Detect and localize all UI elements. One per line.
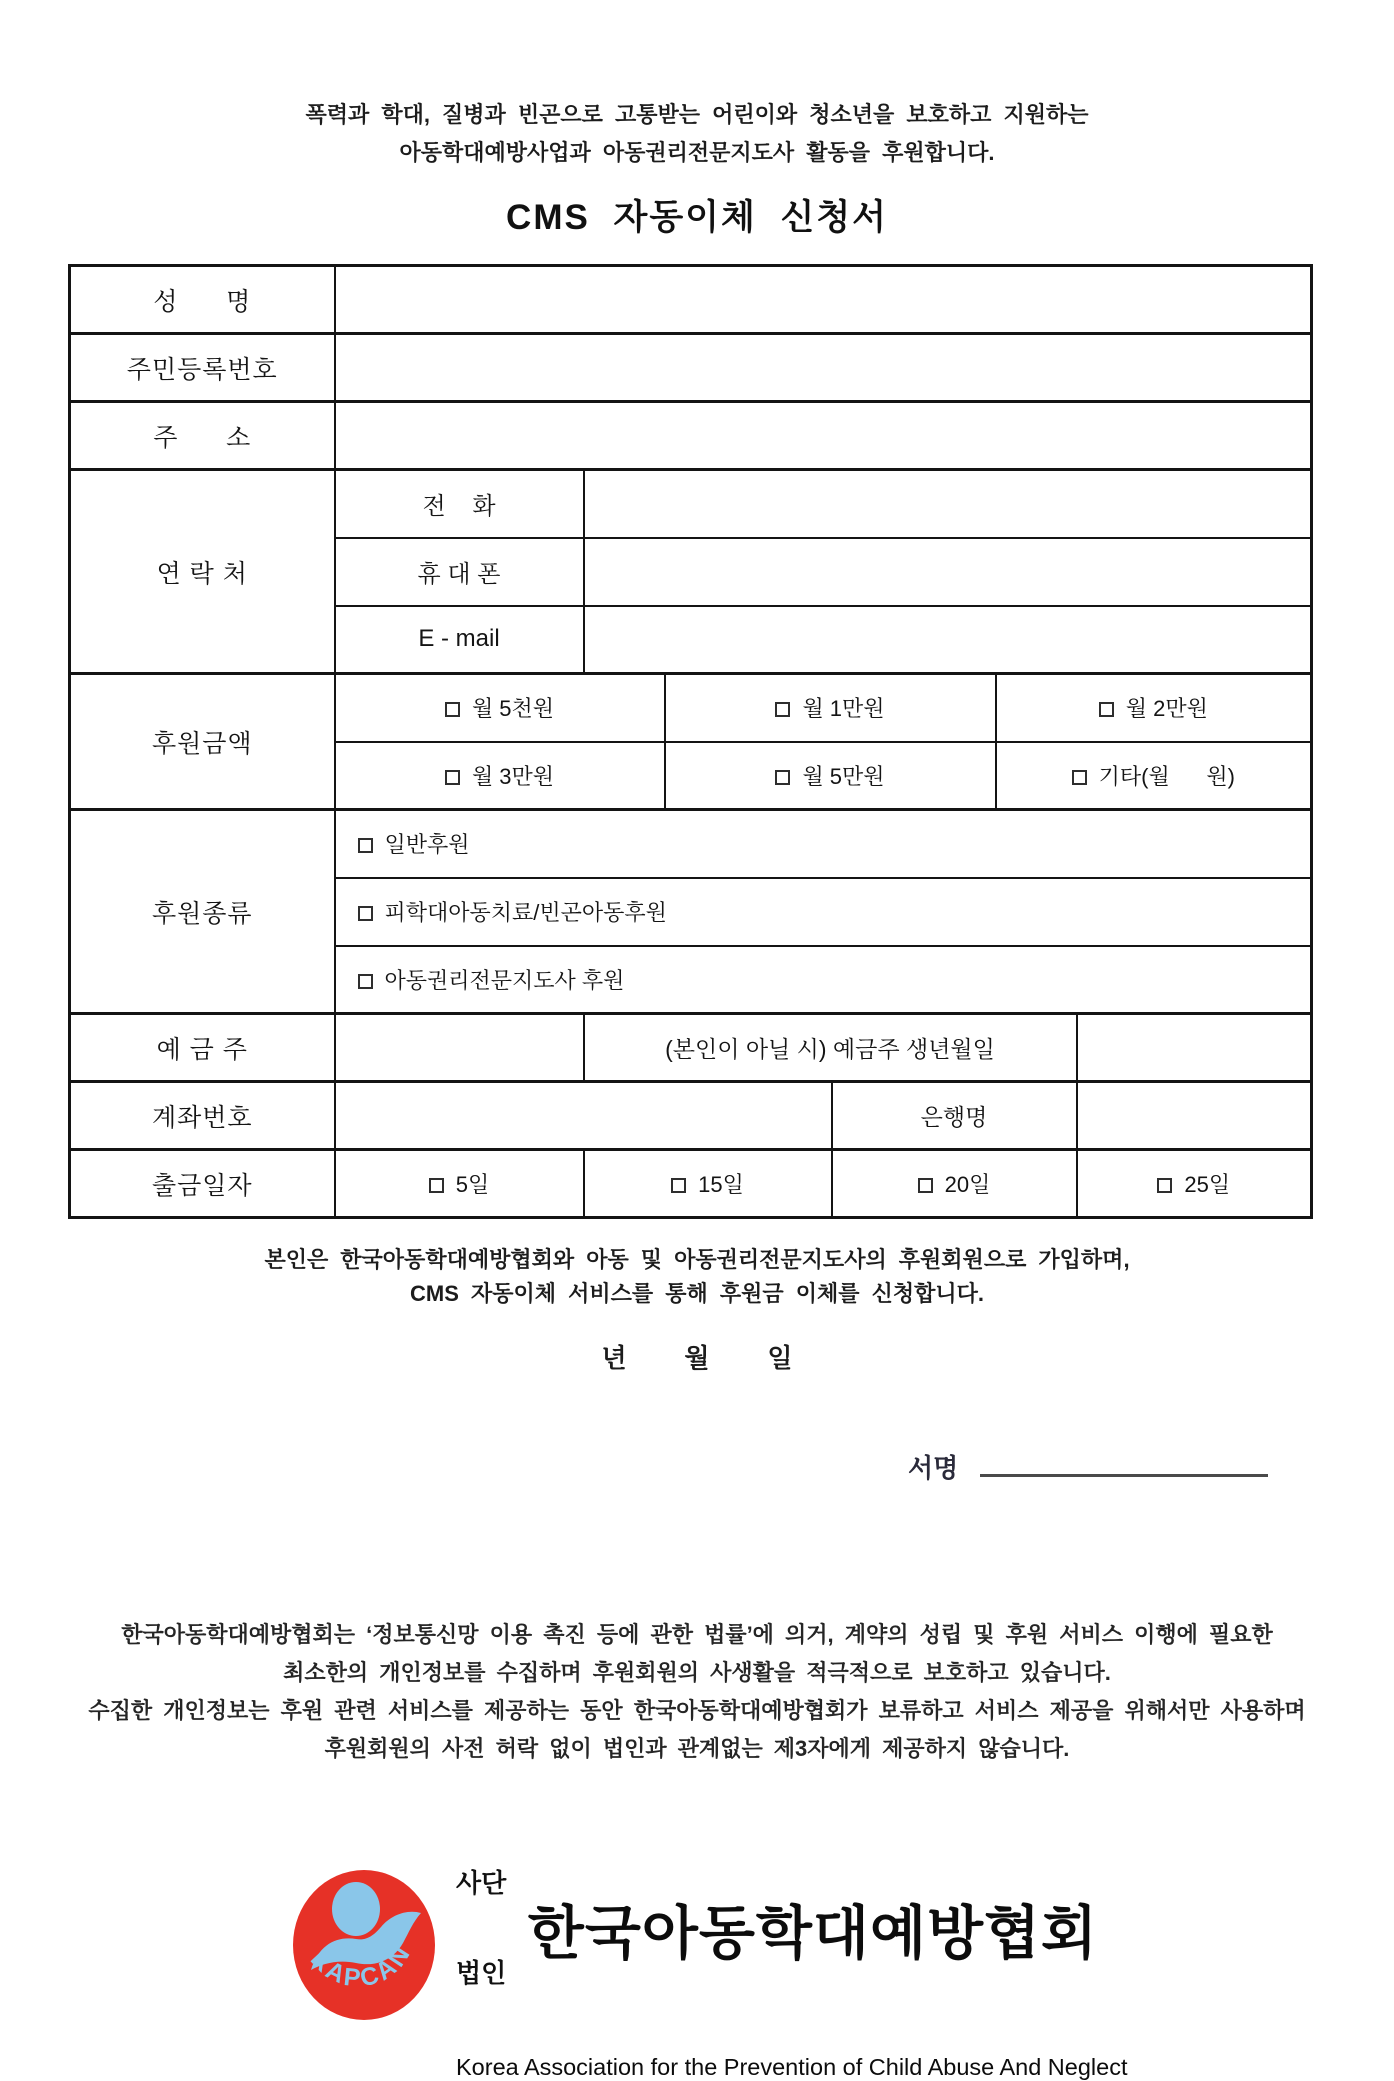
rrn-label: 주민등록번호 bbox=[70, 334, 335, 402]
withdraw-option-25[interactable]: 25일 bbox=[1077, 1150, 1312, 1218]
statement-line-1: 본인은 한국아동학대예방협회와 아동 및 아동권리전문지도사의 후원회원으로 가입하며, bbox=[264, 1247, 1130, 1272]
contact-label: 연 락 처 bbox=[70, 470, 335, 674]
checkbox-icon[interactable] bbox=[358, 906, 373, 921]
checkbox-icon[interactable] bbox=[429, 1178, 444, 1193]
name-label: 성 명 bbox=[70, 266, 335, 334]
account-number-label: 계좌번호 bbox=[70, 1082, 335, 1150]
depositor-label: 예 금 주 bbox=[70, 1014, 335, 1082]
withdraw-option-20[interactable]: 20일 bbox=[832, 1150, 1077, 1218]
table-row bbox=[70, 1082, 1312, 1150]
privacy-notice bbox=[0, 1616, 1394, 1768]
table-row bbox=[70, 810, 1312, 878]
amount-option-50000[interactable]: 월 5만원 bbox=[665, 742, 996, 810]
date-line: 년 월 일 bbox=[601, 1343, 793, 1373]
checkbox-icon[interactable] bbox=[671, 1178, 686, 1193]
checkbox-icon[interactable] bbox=[445, 702, 460, 717]
name-input-cell[interactable] bbox=[335, 266, 1312, 334]
table-row bbox=[70, 334, 1312, 402]
checkbox-icon[interactable] bbox=[1072, 770, 1087, 785]
declaration-statement bbox=[0, 1243, 1394, 1311]
checkbox-icon[interactable] bbox=[358, 974, 373, 989]
checkbox-icon[interactable] bbox=[918, 1178, 933, 1193]
amount-option-20000[interactable]: 월 2만원 bbox=[996, 674, 1312, 742]
table-row bbox=[70, 674, 1312, 742]
withdraw-option-15[interactable]: 15일 bbox=[584, 1150, 832, 1218]
phone-input-cell[interactable] bbox=[584, 470, 1312, 538]
amount-option-10000[interactable]: 월 1만원 bbox=[665, 674, 996, 742]
signature-line[interactable] bbox=[980, 1451, 1268, 1477]
phone-label: 전 화 bbox=[335, 470, 584, 538]
org-type-label: 사단 법인 bbox=[456, 1868, 507, 1988]
checkbox-icon[interactable] bbox=[1099, 702, 1114, 717]
organization-footer bbox=[290, 1808, 1127, 2081]
mobile-label: 휴 대 폰 bbox=[335, 538, 584, 606]
svg-text:KAPCAN: KAPCAN bbox=[304, 1938, 418, 1993]
privacy-line-3: 수집한 개인정보는 후원 관련 서비스를 제공하는 동안 한국아동학대예방협회가 보류하고 서비스 제공을 위해서만 사용하며 bbox=[88, 1698, 1306, 1723]
table-row bbox=[70, 470, 1312, 538]
checkbox-icon[interactable] bbox=[358, 838, 373, 853]
table-row bbox=[70, 402, 1312, 470]
organization-text-block bbox=[456, 1808, 1127, 2081]
application-form-table bbox=[68, 264, 1313, 1219]
address-input-cell[interactable] bbox=[335, 402, 1312, 470]
intro-paragraph bbox=[0, 96, 1394, 172]
email-label: E - mail bbox=[335, 606, 584, 674]
intro-line-2: 아동학대예방사업과 아동권리전문지도사 활동을 후원합니다. bbox=[399, 140, 995, 165]
account-number-input-cell[interactable] bbox=[335, 1082, 832, 1150]
amount-option-30000[interactable]: 월 3만원 bbox=[335, 742, 665, 810]
privacy-line-4: 후원회원의 사전 허락 없이 법인과 관계없는 제3자에게 제공하지 않습니다. bbox=[324, 1736, 1070, 1761]
amount-option-other[interactable]: 기타(월 원) bbox=[996, 742, 1312, 810]
type-option-general[interactable]: 일반후원 bbox=[335, 810, 1312, 878]
intro-line-1: 폭력과 학대, 질병과 빈곤으로 고통받는 어린이와 청소년을 보호하고 지원하는 bbox=[305, 102, 1089, 127]
support-type-label: 후원종류 bbox=[70, 810, 335, 1014]
kapcan-logo-icon bbox=[290, 1868, 438, 2022]
depositor-birthdate-note: (본인이 아닐 시) 예금주 생년월일 bbox=[584, 1014, 1077, 1082]
table-row bbox=[70, 1150, 1312, 1218]
email-input-cell[interactable] bbox=[584, 606, 1312, 674]
checkbox-icon[interactable] bbox=[445, 770, 460, 785]
checkbox-icon[interactable] bbox=[775, 702, 790, 717]
amount-label: 후원금액 bbox=[70, 674, 335, 810]
privacy-line-2: 최소한의 개인정보를 수집하며 후원회원의 사생활을 적극적으로 보호하고 있습니다. bbox=[283, 1660, 1111, 1685]
withdrawal-date-label: 출금일자 bbox=[70, 1150, 335, 1218]
org-name-english: Korea Association for the Prevention of Child Abuse And Neglect bbox=[456, 2054, 1128, 2080]
privacy-line-1: 한국아동학대예방협회는 ‘정보통신망 이용 촉진 등에 관한 법률’에 의거, 계약의 성립 및 후원 서비스 이행에 필요한 bbox=[121, 1622, 1273, 1647]
bank-name-label: 은행명 bbox=[832, 1082, 1077, 1150]
address-label: 주 소 bbox=[70, 402, 335, 470]
depositor-input-cell[interactable] bbox=[335, 1014, 584, 1082]
signature-label: 서명 bbox=[908, 1453, 959, 1483]
table-row bbox=[70, 266, 1312, 334]
amount-option-5000[interactable]: 월 5천원 bbox=[335, 674, 665, 742]
mobile-input-cell[interactable] bbox=[584, 538, 1312, 606]
type-option-rights-instructor[interactable]: 아동권리전문지도사 후원 bbox=[335, 946, 1312, 1014]
depositor-birthdate-input-cell[interactable] bbox=[1077, 1014, 1312, 1082]
signature-block bbox=[908, 1448, 1268, 1485]
checkbox-icon[interactable] bbox=[1157, 1178, 1172, 1193]
org-name-korean: 한국아동학대예방협회 bbox=[527, 1901, 1099, 1966]
withdraw-option-5[interactable]: 5일 bbox=[335, 1150, 584, 1218]
checkbox-icon[interactable] bbox=[775, 770, 790, 785]
type-option-abused-children[interactable]: 피학대아동치료/빈곤아동후원 bbox=[335, 878, 1312, 946]
statement-line-2: CMS 자동이체 서비스를 통해 후원금 이체를 신청합니다. bbox=[410, 1281, 984, 1306]
page-title: CMS 자동이체 신청서 bbox=[506, 198, 888, 237]
table-row bbox=[70, 1014, 1312, 1082]
rrn-input-cell[interactable] bbox=[335, 334, 1312, 402]
bank-name-input-cell[interactable] bbox=[1077, 1082, 1312, 1150]
